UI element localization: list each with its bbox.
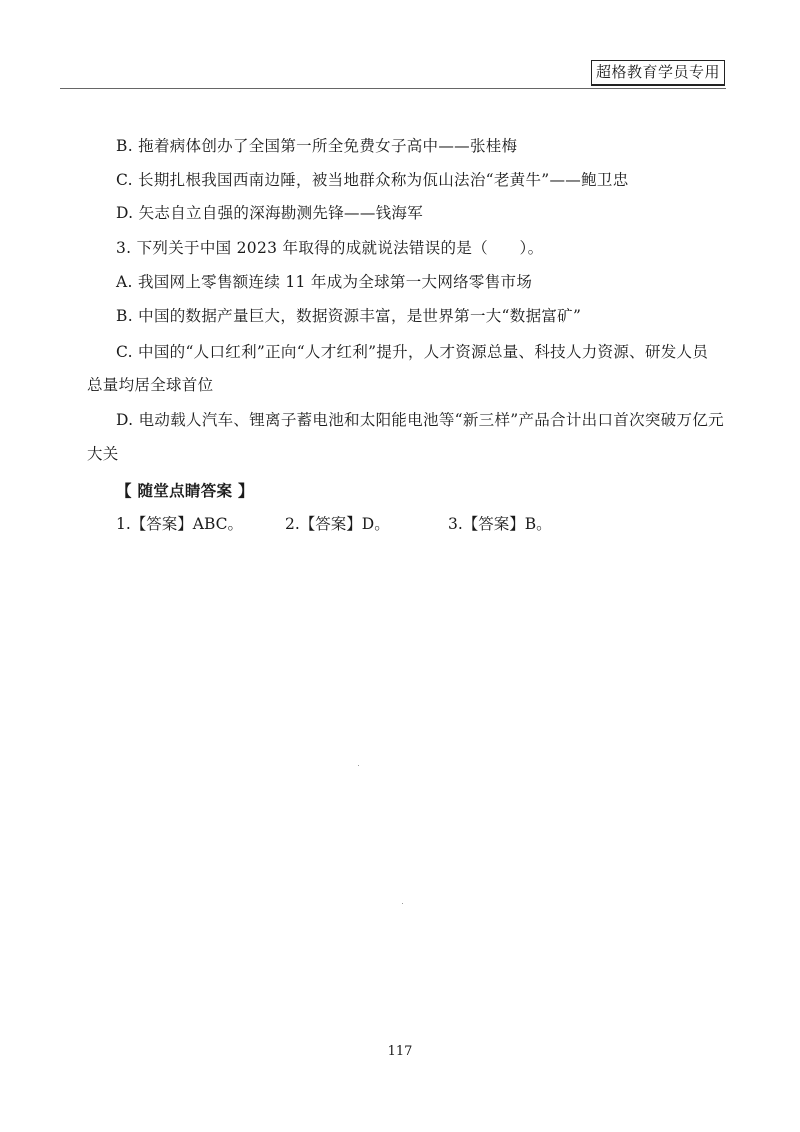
option-d-q2: D. 矢志自立自强的深海勘测先锋——钱海军 (116, 204, 424, 222)
student-only-stamp: 超格教育学员专用 (591, 60, 725, 86)
page-number: 117 (387, 1044, 413, 1059)
question-3: 3. 下列关于中国 2023 年取得的成就说法错误的是（ ）。 (116, 239, 544, 257)
option-a-q3: A. 我国网上零售额连续 11 年成为全球第一大网络零售市场 (116, 273, 533, 291)
option-b-q3: B. 中国的数据产量巨大，数据资源丰富，是世界第一大“数据富矿” (116, 307, 582, 325)
scan-speck (402, 903, 403, 904)
option-b-q2: B. 拖着病体创办了全国第一所全免费女子高中——张桂梅 (116, 137, 518, 155)
answer-2: 2.【答案】D。 (285, 515, 390, 533)
option-d-q3-continued: 大关 (87, 445, 119, 463)
answer-section-heading: 【 随堂点睛答案 】 (116, 481, 254, 500)
option-d-q3: D. 电动载人汽车、锂离子蓄电池和太阳能电池等“新三样”产品合计出口首次突破万亿元 (116, 411, 724, 429)
option-c-q3: C. 中国的“人口红利”正向“人才红利”提升，人才资源总量、科技人力资源、研发人员 (116, 343, 709, 361)
answer-1: 1.【答案】ABC。 (116, 515, 244, 533)
option-c-q2: C. 长期扎根我国西南边陲，被当地群众称为佤山法治“老黄牛”——鲍卫忠 (116, 171, 629, 189)
header-rule (60, 88, 726, 89)
answer-3: 3.【答案】B。 (448, 515, 552, 533)
option-c-q3-continued: 总量均居全球首位 (87, 376, 214, 394)
scan-speck (358, 765, 359, 766)
